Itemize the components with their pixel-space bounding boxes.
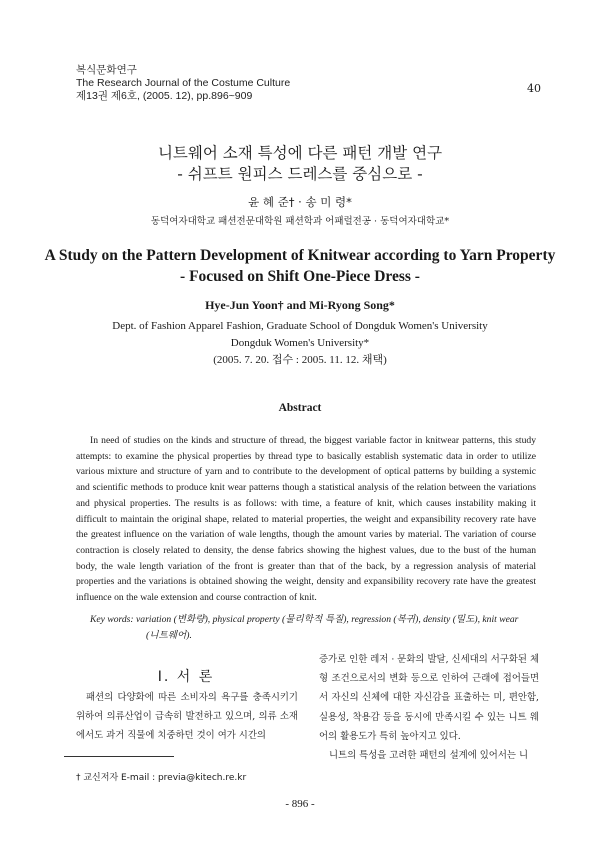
abstract-text: In need of studies on the kinds and structure of thread, the biggest variable factor in knitwear patterns, this study attempts: to examine the physical properties by thread type to basically establish systematic data in order to utilize various mixture and structure of yarn and to contribute to the development of optical patterns by building a systemic and scientific methods to produce knit wear patterns though a statistical analysis of the relation between the variations and physical properties. The results is as follows: with time, a feature of knit, which causes instability making it difficult to maintain the original shape, related to material properties, the weight and expansibility recovery rate have the greatest influence on the variation of wale lengths, though the amount varies by material. The variation of course contraction is closely related to density, the dense fabrics showing the highest values, due to the bust of the human body, the wale length variation of the front is greater than that of the back, by a regression analysis of material properties and the variations is obtained showing the weight, density and expansibility recovery rate have the greatest influence on the wale extension and course contraction of knit.	[76, 435, 536, 604]
title-korean-line2: - 쉬프트 원피스 드레스를 중심으로 -	[177, 165, 423, 183]
page-number-top: 40	[527, 82, 541, 95]
footnote-divider	[64, 756, 174, 757]
affiliation-korean: 동덕여자대학교 패션전문대학원 패션학과 어패럴전공 · 동덕여자대학교*	[150, 216, 450, 227]
authors-korean: 윤 혜 준† · 송 미 령*	[248, 195, 352, 209]
affiliation-english-line1: Dept. of Fashion Apparel Fashion, Graduate School of Dongduk Women's University	[112, 320, 488, 332]
keywords-line1: Key words: variation (변화량), physical property (물리학적 특질), regression (복귀), density (밀도), knit wear	[90, 614, 519, 625]
body-right-column	[319, 650, 539, 765]
section-heading-introduction: Ⅰ. 서 론	[157, 669, 215, 685]
affiliation-english-line2: Dongduk Women's University*	[230, 337, 370, 349]
page-number-footer: - 896 -	[285, 798, 315, 810]
body-left-column: 패션의 다양화에 따른 소비자의 욕구를 충족시키기 위하여 의류산업이 급속히 발전하고 있으며, 의류 소재에서도 과거 직물에 치중하던 것이 여가 시간의	[76, 692, 298, 742]
journal-name-korean: 복식문화연구	[76, 64, 137, 76]
body-right-paragraph2: 니트의 특성을 고려한 패턴의 설계에 있어서는 니	[329, 750, 529, 762]
journal-volume: 제13권 제6호, (2005. 12), pp.896~909	[76, 90, 253, 102]
journal-name-english: The Research Journal of the Costume Culture	[76, 77, 291, 89]
authors-english: Hye-Jun Yoon† and Mi-Ryong Song*	[205, 298, 395, 312]
title-english-line1: A Study on the Pattern Development of Knitwear according to Yarn Property	[44, 247, 556, 264]
keywords-line2: (니트웨어).	[146, 630, 192, 641]
submission-dates: (2005. 7. 20. 접수 : 2005. 11. 12. 채택)	[213, 354, 387, 366]
journal-header	[76, 64, 290, 103]
body-right-paragraph1: 증가로 인한 레저 · 문화의 발달, 신세대의 서구화된 체형 조건으로서의 변화 등으로 인하여 근래에 접어들면서 자신의 신체에 대한 자신감을 표출하는 미, 편안함, 실용성, 착용감 등을 동시에 만족시킬 수 있는 니트 웨어의 활용도가 특히 높아지고 있다.	[319, 654, 539, 742]
title-korean-line1: 니트웨어 소재 특성에 다른 패턴 개발 연구	[157, 144, 443, 162]
abstract-heading: Abstract	[278, 402, 322, 414]
title-english-line2: - Focused on Shift One-Piece Dress -	[180, 268, 420, 285]
keywords	[90, 612, 540, 644]
footnote-corresponding-author: † 교신저자 E-mail : previa@kitech.re.kr	[76, 773, 247, 783]
